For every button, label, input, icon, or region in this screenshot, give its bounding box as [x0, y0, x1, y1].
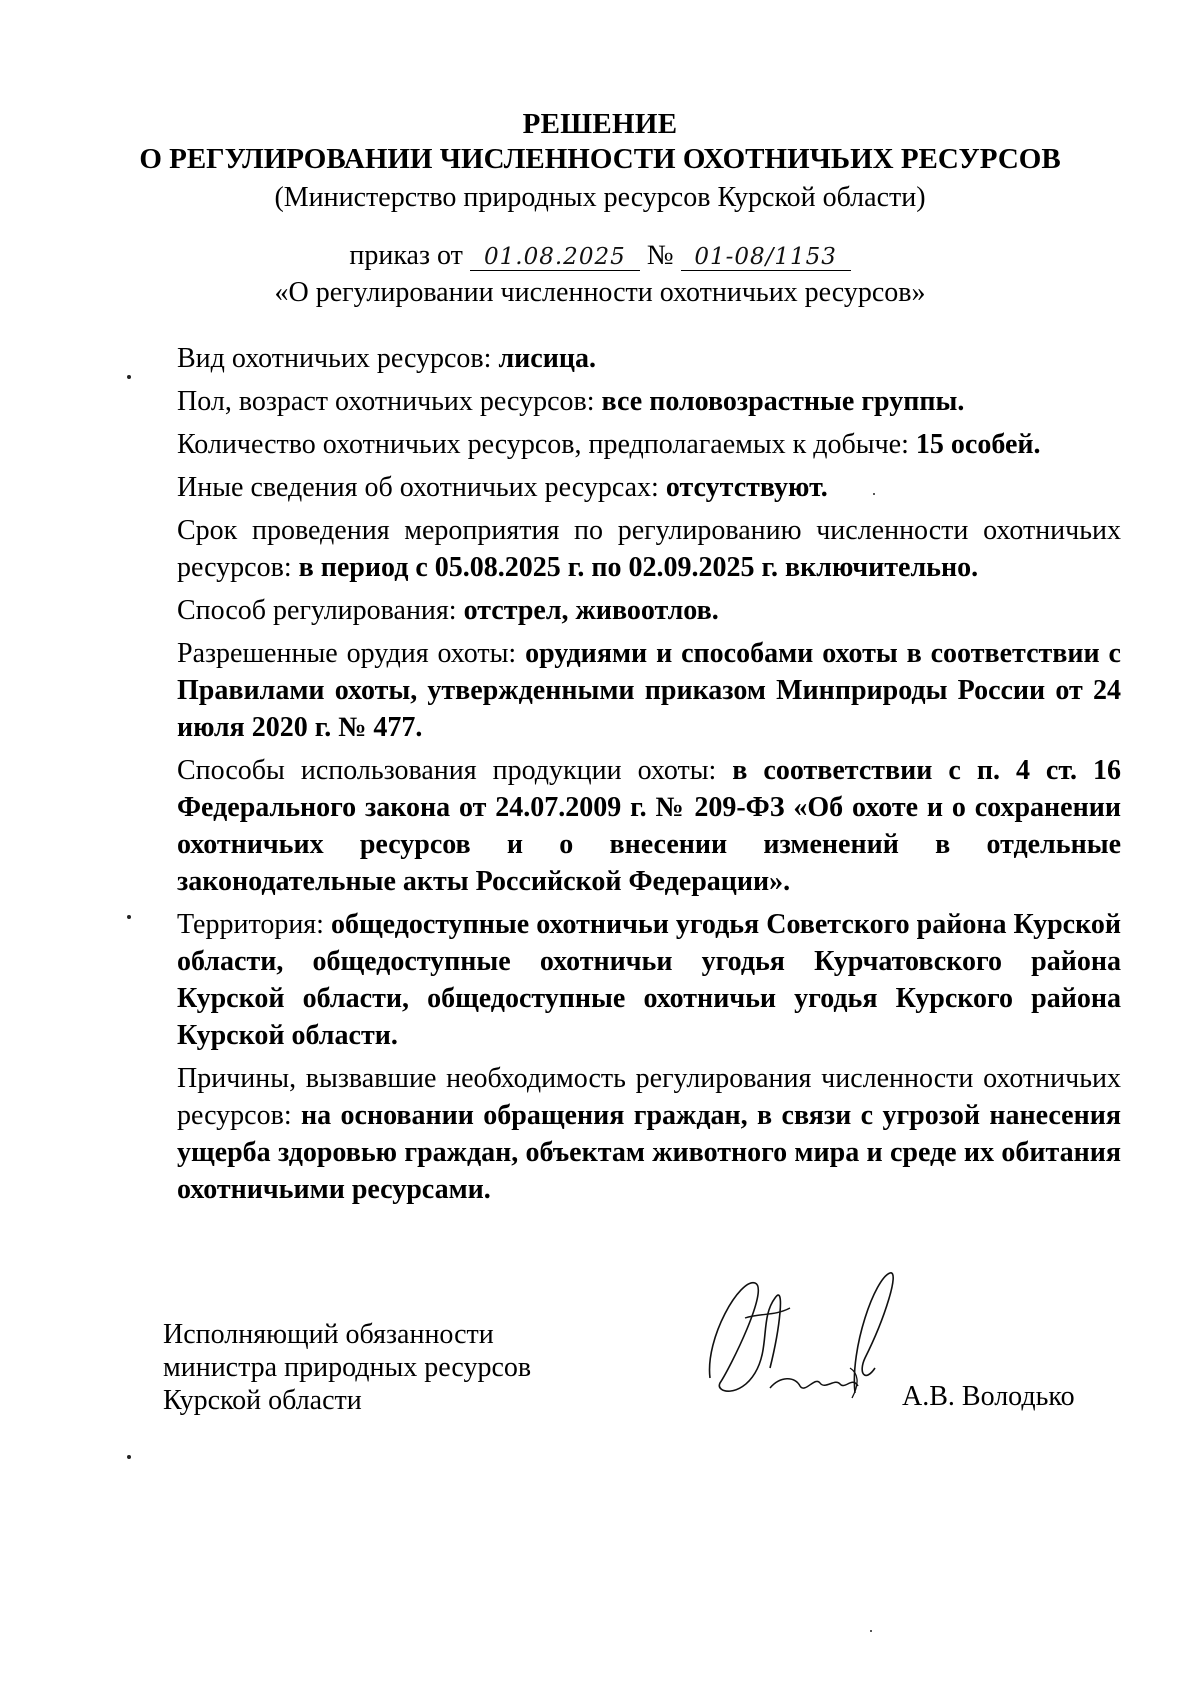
field-label: Причины, вызвавшие необходимость регулирования численности охотничьих ресурсов:: [177, 1063, 1121, 1131]
field-reasons: [177, 1060, 1121, 1208]
field-value: орудиями и способами охоты в соответствии с Правилами охоты, утвержденными приказом Минприроды России от 24 июля 2020 г. № 477.: [177, 638, 1121, 743]
field-quantity: [177, 426, 1121, 463]
field-value: все половозрастные группы.: [601, 386, 965, 417]
field-value: лисица.: [498, 343, 596, 374]
scan-speck: [127, 1455, 131, 1459]
scan-speck: [127, 375, 131, 379]
field-method: [177, 592, 1121, 629]
order-prefix: приказ от: [349, 240, 463, 271]
field-label: Разрешенные орудия охоты:: [177, 638, 526, 669]
field-label: Иные сведения об охотничьих ресурсах:: [177, 472, 666, 503]
field-value: отстрел, живоотлов.: [463, 595, 719, 626]
field-label: Способ регулирования:: [177, 595, 464, 626]
signer-line: Курской области: [163, 1385, 362, 1416]
field-value: 15 особей.: [915, 429, 1041, 460]
field-other-info: [177, 469, 1121, 506]
field-product-use: [177, 752, 1121, 900]
field-tools: [177, 635, 1121, 746]
decision-fields: [177, 340, 1121, 1214]
order-number-handwritten: 01-08/1153: [681, 244, 851, 271]
signer-line: Исполняющий обязанности: [163, 1319, 494, 1350]
field-label: Территория:: [177, 909, 331, 940]
field-label: Количество охотничьих ресурсов, предполагаемых к добыче:: [177, 429, 916, 460]
handwritten-signature: [700, 1258, 920, 1418]
signer-name: А.В. Володько: [902, 1381, 1075, 1412]
scan-speck: [873, 493, 875, 495]
field-species: [177, 340, 1121, 377]
order-date-handwritten: 01.08.2025: [470, 244, 640, 271]
field-territory: [177, 906, 1121, 1054]
field-value: в соответствии с п. 4 ст. 16 Федерального закона от 24.07.2009 г. № 209-ФЗ «Об охоте и о сохранении охотничьих ресурсов и о внесении изменений в отдельные законодательные акты Российской Федерации».: [177, 755, 1121, 897]
field-value: на основании обращения граждан, в связи с угрозой нанесения ущерба здоровью граждан, объектам животного мира и среде их обитания охотничьими ресурсами.: [177, 1100, 1121, 1205]
ministry-name: (Министерство природных ресурсов Курской области): [274, 182, 926, 213]
field-value: в период с 05.08.2025 г. по 02.09.2025 г. включительно.: [298, 552, 979, 583]
field-value: общедоступные охотничьи угодья Советского района Курской области, общедоступные охотничьи угодья Курчатовского района Курской области, общедоступные охотничьи угодья Курского района Курской области.: [177, 909, 1121, 1051]
signer-position: [163, 1318, 531, 1417]
order-reference: [0, 240, 1200, 272]
order-title: «О регулировании численности охотничьих ресурсов»: [274, 277, 926, 308]
order-number-sign: №: [646, 240, 674, 271]
document-subtitle: О РЕГУЛИРОВАНИИ ЧИСЛЕННОСТИ ОХОТНИЧЬИХ РЕСУРСОВ: [139, 143, 1061, 175]
document-title: РЕШЕНИЕ: [522, 108, 678, 140]
field-value: отсутствуют.: [665, 472, 828, 503]
field-label: Способы использования продукции охоты:: [177, 755, 733, 786]
field-label: Вид охотничьих ресурсов:: [177, 343, 499, 374]
scan-speck: [870, 1630, 872, 1632]
signer-line: министра природных ресурсов: [163, 1352, 532, 1383]
field-sex-age: [177, 383, 1121, 420]
scan-speck: [127, 915, 131, 919]
field-period: [177, 512, 1121, 586]
field-label: Срок проведения мероприятия по регулированию численности охотничьих ресурсов:: [177, 515, 1121, 583]
field-label: Пол, возраст охотничьих ресурсов:: [177, 386, 602, 417]
